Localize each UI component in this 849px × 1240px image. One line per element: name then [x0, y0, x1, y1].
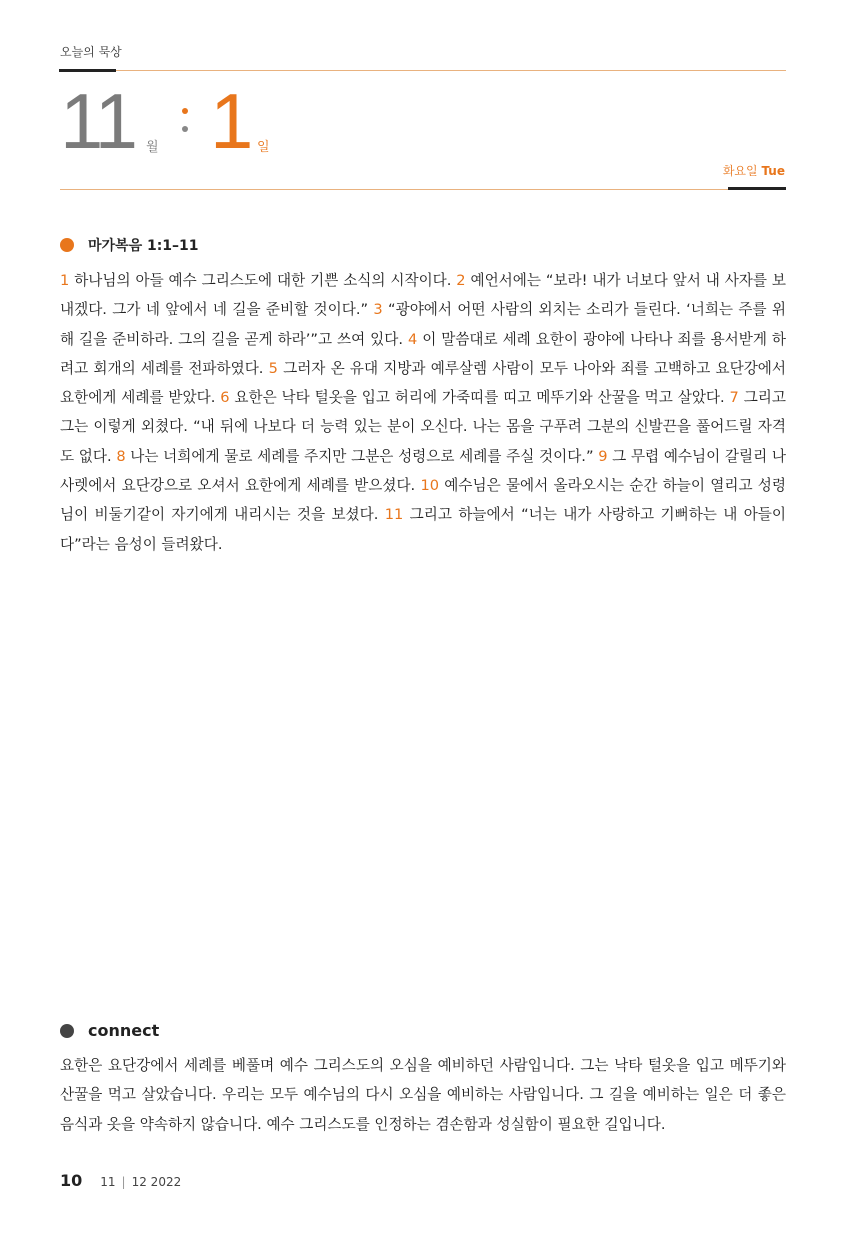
verse-number: 9 — [598, 447, 608, 465]
day-unit: 일 — [257, 140, 270, 155]
colon-dot-orange — [182, 108, 188, 114]
scripture-body — [60, 266, 786, 559]
scripture-heading — [60, 235, 199, 255]
day-number: 1 — [210, 77, 254, 165]
verse-text: 그 무렵 예수님이 갈릴리 나사렛에서 요단강으로 오셔서 요한에게 세례를 받으셨다. — [60, 447, 786, 495]
verse-text: 그리고 그는 이렇게 외쳤다. “내 뒤에 나보다 더 능력 있는 분이 오신다. 나는 몸을 구푸려 그분의 신발끈을 풀어드릴 자격도 없다. — [60, 389, 786, 465]
verse-number: 1 — [60, 272, 70, 289]
orange-bullet-icon — [60, 238, 74, 252]
month-number: 11 — [60, 77, 135, 165]
section-tag-underline — [59, 69, 116, 72]
verse-number: 8 — [116, 447, 126, 465]
verse-text: “광야에서 어떤 사람의 외치는 소리가 들린다. ‘너희는 주를 위해 길을 준비하라. 그의 길을 곧게 하라’”고 쓰여 있다. — [60, 301, 786, 348]
verse-number: 11 — [384, 506, 404, 524]
scripture-reference: 마가복음 1:1–11 — [88, 238, 199, 254]
verse-number: 7 — [729, 389, 739, 407]
issue-separator: | — [121, 1175, 126, 1189]
verse-text: 요한은 낙타 털옷을 입고 허리에 가죽띠를 띠고 메뚜기와 산꿀을 먹고 살았다. — [229, 389, 730, 407]
verse-text: 그리고 하늘에서 “너는 내가 사랑하고 기뻐하는 내 아들이다”라는 음성이 들려왔다. — [60, 506, 786, 553]
issue-rest: 12 2022 — [131, 1175, 182, 1189]
issue-month: 11 — [100, 1175, 116, 1189]
verse-text: 예수님은 물에서 올라오시는 순간 하늘이 열리고 성령님이 비둘기같이 자기에게 내리시는 것을 보셨다. — [60, 477, 787, 524]
weekday-korean: 화요일 — [722, 164, 758, 178]
verse-text: 하나님의 아들 예수 그리스도에 대한 기쁜 소식의 시작이다. — [69, 272, 457, 289]
connect-body: 요한은 요단강에서 세례를 베풀며 예수 그리스도의 오심을 예비하던 사람입니다. 그는 낙타 털옷을 입고 메뚜기와 산꿀을 먹고 살았습니다. 우리는 모두 예수님의 다시 오심을 예비하는 사람입니다. 그 길을 예비하는 일은 더 좋은 음식과 옷을 약속하지 않습니다. 예수 그리스도를 인정하는 겸손함과 성실함이 필요한 길입니다. — [60, 1057, 786, 1133]
verse-text: 이 말씀대로 세례 요한이 광야에 나타나 죄를 용서받게 하려고 회개의 세례를 전파하였다. — [60, 330, 787, 377]
section-tag: 오늘의 묵상 — [60, 45, 122, 59]
month-unit: 월 — [146, 140, 159, 155]
page-footer — [60, 1171, 181, 1190]
weekday-english: Tue — [761, 164, 785, 178]
verse-number: 2 — [456, 272, 466, 289]
verse-text: 예언서에는 “보라! 내가 너보다 앞서 내 사자를 보내겠다. 그가 네 앞에서 네 길을 준비할 것이다.” — [60, 272, 786, 319]
verse-text: 그러자 온 유대 지방과 예루살렘 사람이 모두 나아와 죄를 고백하고 요단강에서 요한에게 세례를 받았다. — [60, 359, 786, 407]
connect-title: connect — [88, 1021, 160, 1040]
verse-number: 6 — [220, 389, 230, 407]
header-divider-accent — [728, 187, 786, 190]
connect-heading — [60, 1021, 159, 1040]
weekday — [723, 162, 785, 179]
top-divider — [116, 70, 786, 71]
header-divider — [60, 189, 728, 190]
date-colon — [182, 108, 190, 144]
page-number: 10 — [60, 1171, 83, 1190]
issue-date — [100, 1175, 181, 1189]
verse-number: 4 — [407, 330, 418, 348]
colon-dot-gray — [182, 126, 188, 132]
verse-number: 3 — [373, 301, 383, 319]
verse-text: 나는 너희에게 물로 세례를 주지만 그분은 성령으로 세례를 주실 것이다.” — [125, 447, 599, 465]
verse-number: 5 — [268, 359, 278, 377]
gray-bullet-icon — [60, 1024, 74, 1038]
verse-number: 10 — [420, 477, 440, 495]
